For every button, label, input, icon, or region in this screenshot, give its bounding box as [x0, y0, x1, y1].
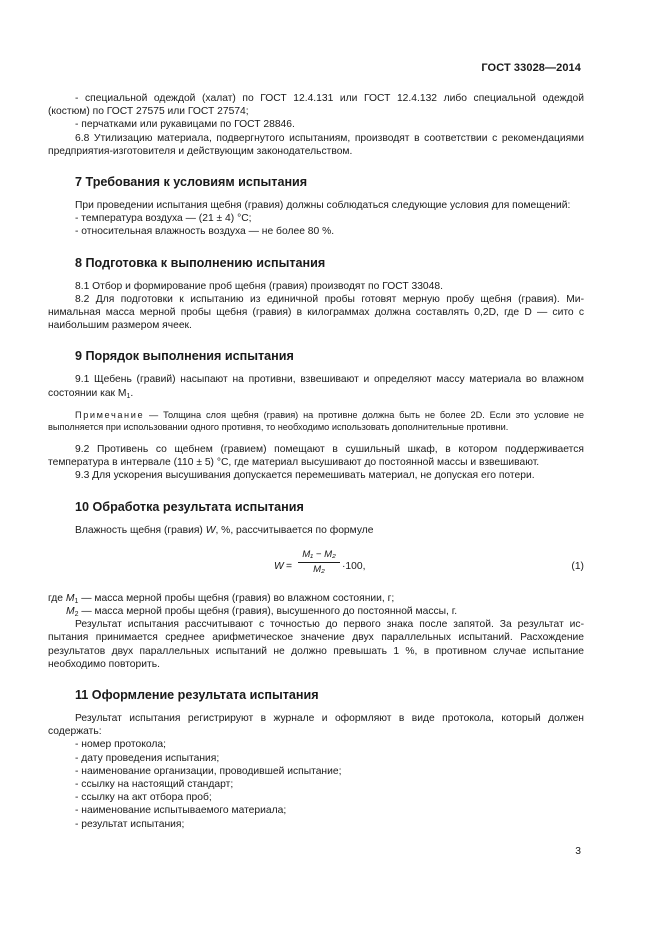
formula-number: (1): [571, 560, 584, 572]
page-number: 3: [575, 846, 581, 857]
paragraph-8-1: 8.1 Отбор и формирование проб щебня (гравия) производят по ГОСТ 33048.: [75, 280, 443, 292]
list-item: - ссылку на акт отбора проб;: [75, 792, 212, 804]
section-10-intro: Влажность щебня (гравия) W, %, рассчитывается по формуле: [75, 524, 374, 536]
section-7-item-temperature: - температура воздуха — (21 ± 4) °С;: [75, 213, 252, 225]
list-item: - ссылку на настоящий стандарт;: [75, 779, 234, 791]
list-item: - результат испытания;: [75, 818, 185, 830]
note-label: Примечание: [75, 409, 145, 420]
formula-lhs: W: [274, 560, 284, 572]
formula-1: [48, 549, 584, 583]
paragraph-9-2: 9.2 Противень со щебнем (гравием) помещают в сушильный шкаф, в котором поддерживается температура в интервале (110 ± 5) °С, где материал высушивают до постоянной массы и взвешивают.: [48, 444, 584, 469]
paragraph-6-8: 6.8 Утилизацию материала, подвергнутого испытаниям, производят в соответствии с рекомендациями предприятия-изготовителя и действующим законодательством.: [48, 132, 584, 157]
formula-numerator: M₁ − M₂: [302, 548, 336, 560]
page-content: [48, 92, 584, 831]
section-10-title: 10 Обработка результата испытания: [75, 499, 304, 514]
formula-tail: ·100,: [342, 560, 366, 572]
where-m1: где $M_1$ — масса мерной пробы щебня (гравия) во влажном состоянии, г;: [48, 592, 395, 605]
note-9: Примечание — Толщина слоя щебня (гравия) на противне должна быть не более 2D. Если это условие не выполняется при использовании одного противня, то необходимо использовать дополнительные противни.: [48, 409, 584, 433]
s6-list-item-gloves: - перчатками или рукавицами по ГОСТ 28846.: [75, 119, 295, 131]
section-11-title: 11 Оформление результата испытания: [75, 688, 319, 703]
paragraph-9-3: 9.3 Для ускорения высушивания допускается перемешивать материал, не допуская его потери.: [75, 470, 535, 482]
paragraph-8-2: 8.2 Для подготовки к испытанию из единичной пробы готовят мерную пробу щебня (гравия). Минимальная масса мерной пробы щебня (гравия) в килограммах должна составлять 0,2D, где D — сито с наибольшим размером ячеек.: [48, 293, 584, 332]
section-9-title: 9 Порядок выполнения испытания: [75, 349, 294, 364]
section-7-title: 7 Требования к условиям испытания: [75, 175, 308, 190]
list-item: - наименование организации, проводившей испытание;: [75, 765, 342, 777]
where-m2: $M_2$ — масса мерной пробы щебня (гравия), высушенного до постоянной массы, г.: [66, 606, 458, 619]
list-item: - номер протокола;: [75, 739, 166, 751]
section-10-result: Результат испытания рассчитывают с точностью до первого знака после запятой. За результат испытания принимается среднее арифметическое значение двух параллельных испытаний. Расхождение результатов двух параллельных испытаний не должно превышать 1 %, в противном случае испытание необходимо повторить.: [48, 619, 584, 670]
paragraph-9-1: 9.1 Щебень (гравий) насыпают на противни, взвешивают и определяют массу материала во влажном состоянии как $M_1$.: [48, 374, 584, 400]
standard-code-header: ГОСТ 33028—2014: [481, 62, 581, 74]
s6-list-item-clothing: - специальной одеждой (халат) по ГОСТ 12.4.131 или ГОСТ 12.4.132 либо специальной одеждой (костюм) по ГОСТ 27575 или ГОСТ 27574;: [48, 93, 584, 118]
formula-denominator: M₂: [313, 563, 325, 575]
section-11-intro: Результат испытания регистрируют в журнале и оформляют в виде протокола, который должен содержать:: [48, 713, 584, 738]
formula-equals: =: [286, 560, 293, 572]
list-item: - наименование испытываемого материала;: [75, 805, 287, 817]
section-7-item-humidity: - относительная влажность воздуха — не более 80 %.: [75, 226, 335, 238]
list-item: - дату проведения испытания;: [75, 752, 220, 764]
section-7-intro: При проведении испытания щебня (гравия) должны соблюдаться следующие условия для помещений:: [75, 200, 571, 212]
section-8-title: 8 Подготовка к выполнению испытания: [75, 255, 326, 270]
formula-fraction: [298, 549, 340, 576]
